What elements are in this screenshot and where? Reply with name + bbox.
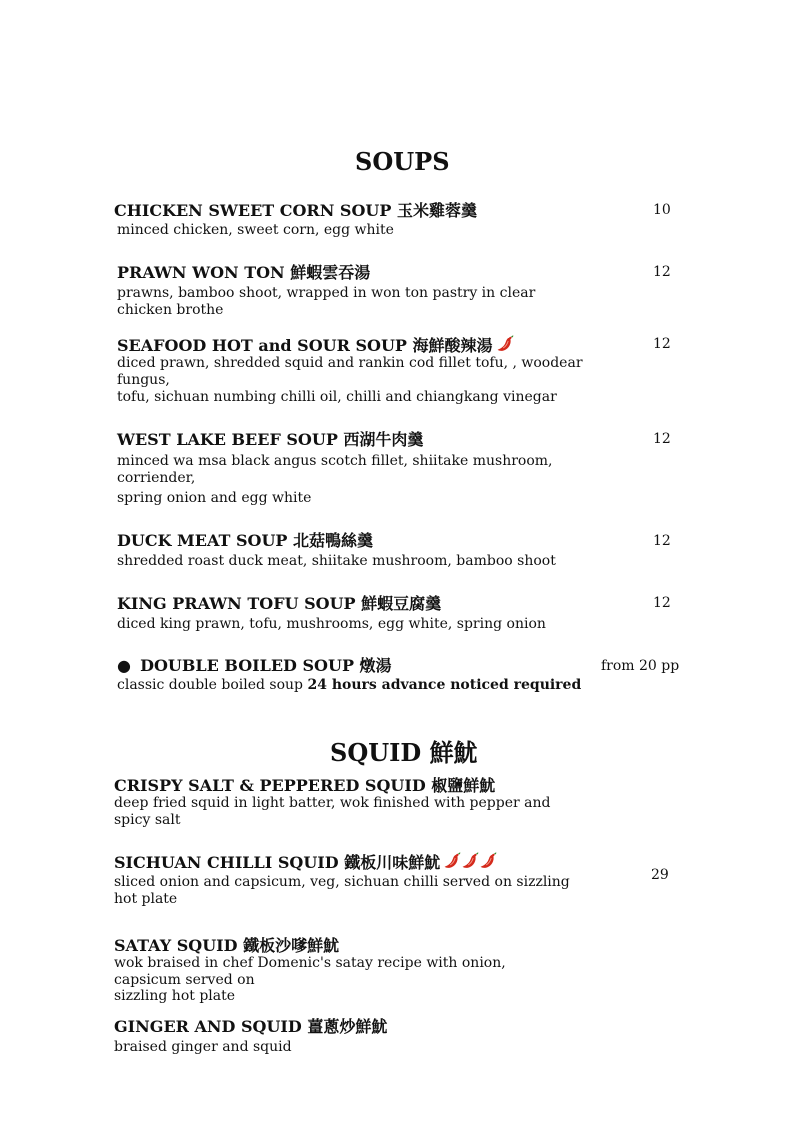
soup-duck-meat-name: DUCK MEAT SOUP 北菇鴨絲羹	[117, 531, 374, 550]
chili-pepper-icon	[461, 852, 479, 874]
soup-chicken-sweet-corn-price: 10	[653, 202, 671, 218]
squid-satay-name: SATAY SQUID 鐵板沙嗲鮮魷	[114, 936, 340, 955]
soups-heading: SOUPS	[355, 147, 450, 176]
soup-duck-meat-price: 12	[653, 533, 671, 549]
squid-ginger-name: GINGER AND SQUID 薑蔥炒鮮魷	[114, 1017, 388, 1036]
soup-prawn-won-ton-desc: prawns, bamboo shoot, wrapped in won ton pastry in clear chicken brothe	[117, 285, 536, 318]
soup-chicken-sweet-corn-desc: minced chicken, sweet corn, egg white	[117, 222, 394, 238]
soup-king-prawn-tofu-name: KING PRAWN TOFU SOUP 鮮蝦豆腐羹	[117, 594, 442, 613]
soup-west-lake-beef-desc-2: spring onion and egg white	[117, 490, 312, 506]
soup-duck-meat-desc: shredded roast duck meat, shiitake mushroom, bamboo shoot	[117, 553, 556, 569]
soup-double-boiled-desc	[117, 677, 581, 694]
squid-price: 29	[651, 867, 669, 883]
soup-west-lake-beef-desc-1: minced wa msa black angus scotch fillet, shiitake mushroom, corriender,	[117, 453, 553, 486]
squid-crispy-salt-pepper-desc: deep fried squid in light batter, wok finished with pepper and spicy salt	[114, 795, 551, 828]
soup-double-boiled-notice: 24 hours advance noticed required	[307, 677, 582, 693]
chili-pepper-icon	[443, 852, 461, 874]
squid-heading: SQUID 鮮魷	[330, 738, 478, 767]
squid-sichuan-chilli-name: SICHUAN CHILLI SQUID 鐵板川味鮮魷	[114, 853, 441, 872]
squid-satay-desc-1: wok braised in chef Domenic's satay recipe with onion, capsicum served on	[114, 955, 506, 988]
soup-seafood-hot-sour-title	[117, 333, 514, 357]
soup-double-boiled-price: from 20 pp	[601, 658, 680, 674]
soup-double-boiled-title	[117, 653, 392, 676]
squid-sichuan-chilli-desc: sliced onion and capsicum, veg, sichuan chilli served on sizzling hot plate	[114, 874, 570, 907]
chili-pepper-icon	[479, 852, 497, 874]
soup-west-lake-beef-price: 12	[653, 431, 671, 447]
soup-chicken-sweet-corn-name: CHICKEN SWEET CORN SOUP 玉米雞蓉羹	[114, 201, 477, 220]
soup-king-prawn-tofu-price: 12	[653, 595, 671, 611]
soup-seafood-hot-sour-desc-2: tofu, sichuan numbing chilli oil, chilli and chiangkang vinegar	[117, 389, 557, 405]
soup-prawn-won-ton-name: PRAWN WON TON 鮮蝦雲吞湯	[117, 263, 371, 282]
squid-ginger-desc: braised ginger and squid	[114, 1039, 292, 1055]
squid-crispy-salt-pepper-name: CRISPY SALT & PEPPERED SQUID 椒鹽鮮魷	[114, 776, 496, 795]
soup-seafood-hot-sour-desc-1: diced prawn, shredded squid and rankin cod fillet tofu, , woodear fungus,	[117, 355, 583, 388]
squid-satay-desc-2: sizzling hot plate	[114, 988, 236, 1004]
bullet-icon: ●	[117, 656, 131, 675]
soup-prawn-won-ton-price: 12	[653, 264, 671, 280]
soup-seafood-hot-sour-name: SEAFOOD HOT and SOUR SOUP 海鮮酸辣湯	[117, 336, 493, 355]
squid-sichuan-chilli-title	[114, 850, 497, 874]
soup-double-boiled-name: DOUBLE BOILED SOUP 燉湯	[140, 656, 392, 675]
chili-pepper-icon	[496, 335, 514, 357]
soup-king-prawn-tofu-desc: diced king prawn, tofu, mushrooms, egg white, spring onion	[117, 616, 546, 632]
soup-double-boiled-desc-text: classic double boiled soup	[117, 677, 304, 693]
soup-seafood-hot-sour-price: 12	[653, 336, 671, 352]
soup-west-lake-beef-name: WEST LAKE BEEF SOUP 西湖牛肉羹	[117, 430, 424, 449]
